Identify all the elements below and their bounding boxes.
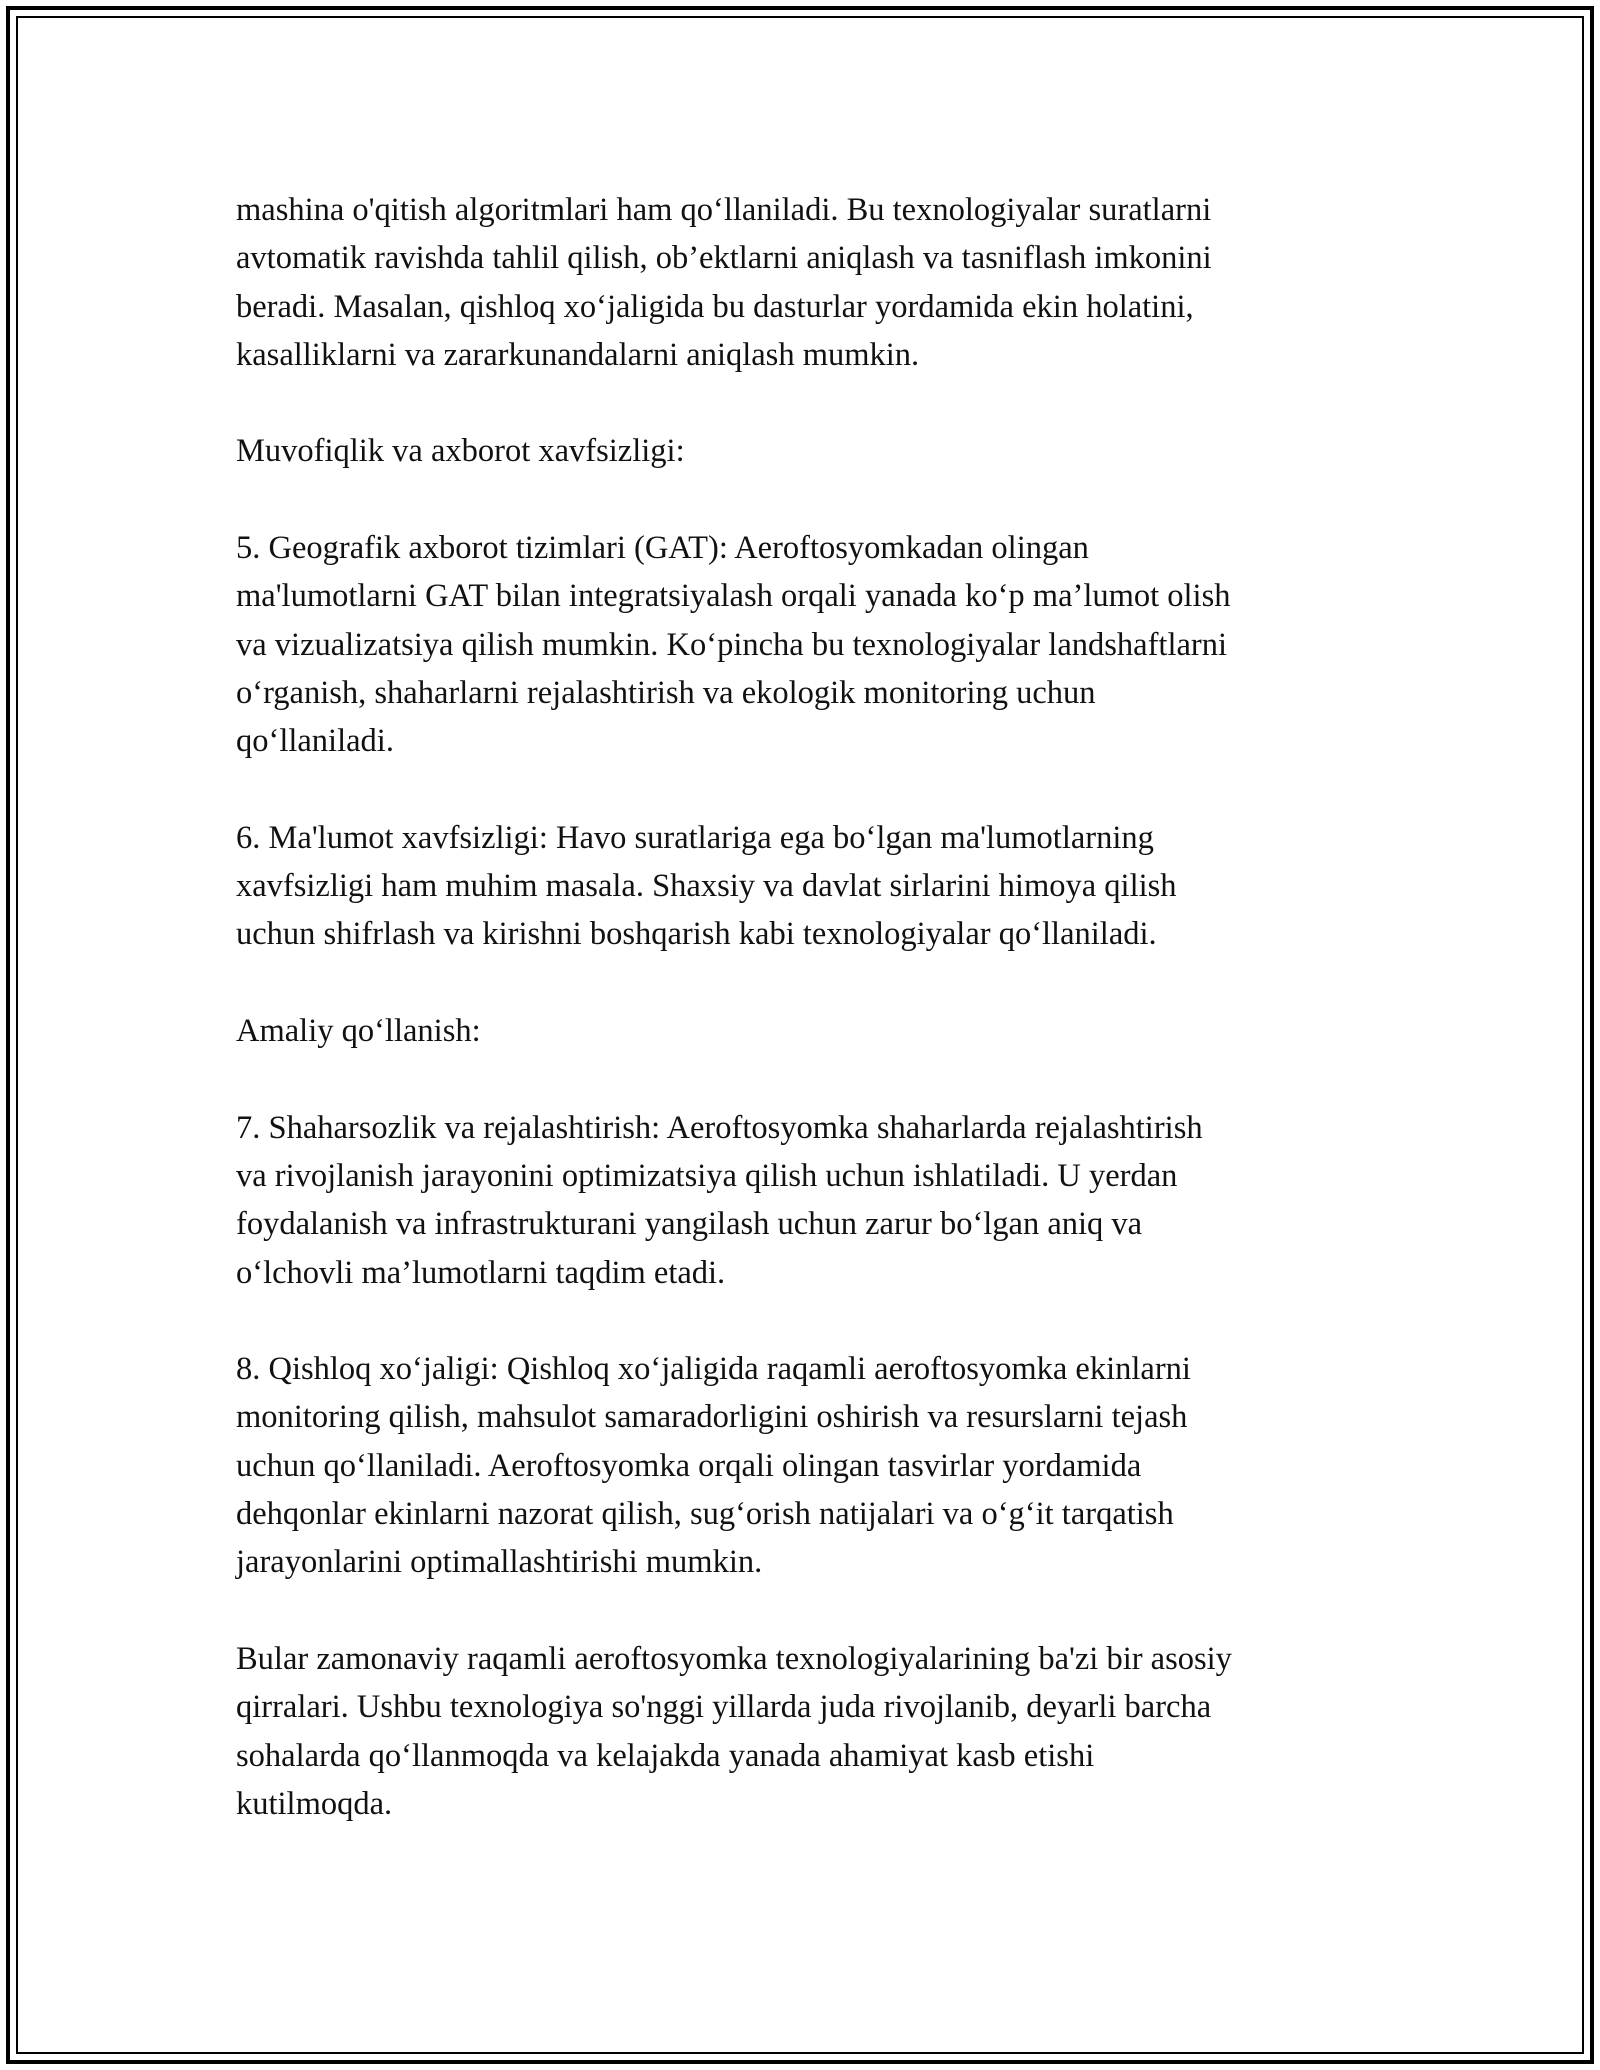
paragraph-conclusion [236,1635,1386,1828]
text-line: jarayonlarini optimallashtirishi mumkin. [236,1544,763,1581]
document-body [236,186,1386,1876]
paragraph-intro-continuation [236,186,1386,379]
text-line: uchun shifrlash va kirishni boshqarish kabi texnologiyalar qo‘llaniladi. [236,916,1157,953]
text-line: 6. Ma'lumot xavfsizligi: Havo suratlariga ega bo‘lgan ma'lumotlarning [236,819,1154,856]
text-line: uchun qo‘llaniladi. Aeroftosyomka orqali olingan tasvirlar yordamida [236,1447,1142,1484]
paragraph-item-6 [236,814,1386,959]
text-line: foydalanish va infrastrukturani yangilash uchun zarur bo‘lgan aniq va [236,1206,1143,1243]
text-line: o‘rganish, shaharlarni rejalashtirish va ekologik monitoring uchun [236,674,1096,711]
paragraph-item-8 [236,1345,1386,1586]
text-line: avtomatik ravishda tahlil qilish, ob’ektlarni aniqlash va tasniflash imkonini [236,240,1212,277]
text-line: qirralari. Ushbu texnologiya so'nggi yillarda juda rivojlanib, deyarli barcha [236,1689,1212,1726]
heading-text: Muvofiqlik va axborot xavfsizligi: [236,433,685,470]
text-line: 7. Shaharsozlik va rejalashtirish: Aeroftosyomka shaharlarda rejalashtirish [236,1109,1203,1146]
heading-text: Amaliy qo‘llanish: [236,1013,481,1050]
section-heading-practical [236,1007,1386,1055]
text-line: monitoring qilish, mahsulot samaradorligini oshirish va resurslarni tejash [236,1399,1188,1436]
text-line: xavfsizligi ham muhim masala. Shaxsiy va davlat sirlarini himoya qilish [236,868,1177,905]
text-line: dehqonlar ekinlarni nazorat qilish, sug‘orish natijalari va o‘g‘it tarqatish [236,1496,1174,1533]
text-line: ma'lumotlarni GAT bilan integratsiyalash orqali yanada ko‘p ma’lumot olish [236,578,1231,615]
paragraph-item-5 [236,524,1386,765]
text-line: kasalliklarni va zararkunandalarni aniqlash mumkin. [236,336,920,373]
text-line: 8. Qishloq xo‘jaligi: Qishloq xo‘jaligida raqamli aeroftosyomka ekinlarni [236,1351,1191,1388]
text-line: sohalarda qo‘llanmoqda va kelajakda yanada ahamiyat kasb etishi [236,1737,1095,1774]
text-line: kutilmoqda. [236,1785,393,1822]
text-line: o‘lchovli ma’lumotlarni taqdim etadi. [236,1254,726,1291]
paragraph-item-7 [236,1104,1386,1297]
text-line: va vizualizatsiya qilish mumkin. Ko‘pincha bu texnologiyalar landshaftlarni [236,626,1227,663]
section-heading-compliance [236,427,1386,475]
text-line: va rivojlanish jarayonini optimizatsiya qilish uchun ishlatiladi. U yerdan [236,1157,1178,1194]
text-line: Bular zamonaviy raqamli aeroftosyomka texnologiyalarining ba'zi bir asosiy [236,1640,1232,1677]
text-line: 5. Geografik axborot tizimlari (GAT): Aeroftosyomkadan olingan [236,530,1089,567]
text-line: beradi. Masalan, qishloq xo‘jaligida bu dasturlar yordamida ekin holatini, [236,288,1194,325]
text-line: mashina o'qitish algoritmlari ham qo‘llaniladi. Bu texnologiyalar suratlarni [236,192,1212,228]
text-line: qo‘llaniladi. [236,723,394,760]
